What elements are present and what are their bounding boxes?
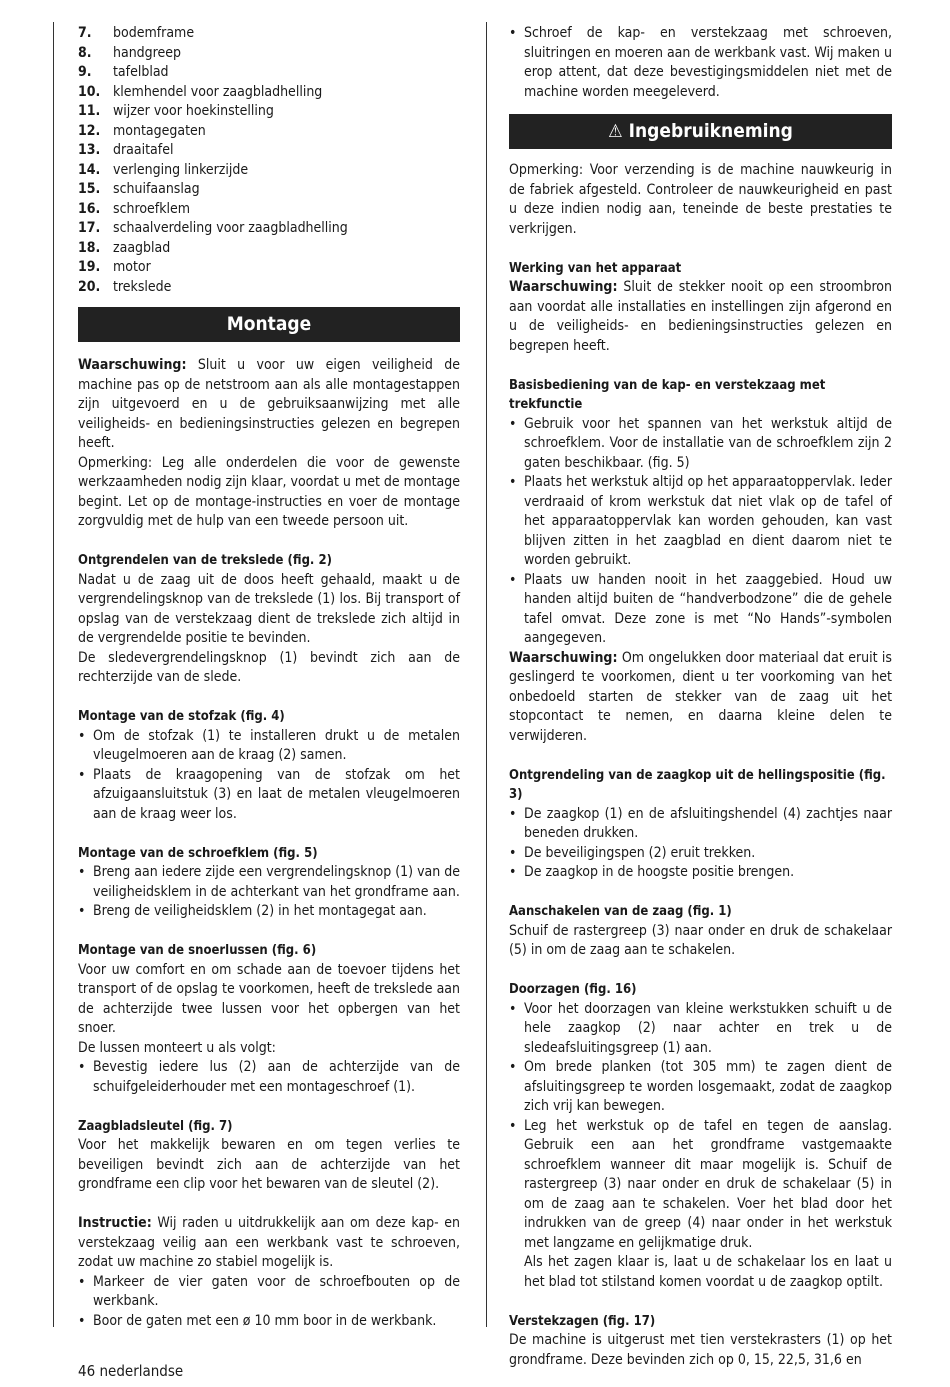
werking-warning: Waarschuwing: Sluit de stekker nooit op een stroombron aan voordat alle installaties en instellingen zijn afgerond en u de veiligheids- en bedieningsinstructies gelezen en begrepen heeft. [509,279,892,354]
unlock-paragraph: Nadat u de zaag uit de doos heeft gehaald, maakt u de vergrendelingsknop van de trekslede (1) los. Bij transport of opslag van de verstekzaag dient de trekslede zich altijd in de vergrendelde positie te bevinden. [78,571,460,646]
list-item: • Plaats de kraagopening van de stofzak om het afzuigaansluitstuk (3) en laat de metalen vleugelmoeren aan de kraag weer los. [78,766,460,822]
parts-list-item [78,141,460,161]
parts-list-item [78,278,460,298]
list-item: • Om brede planken (tot 305 mm) te zagen dient de afsluitingsgreep te worden losgemaakt, zodat de zaagkop zich vrij kan bewegen. [509,1059,892,1114]
parts-list-label: bodemframe [113,25,195,41]
list-item: • Voor het doorzagen van kleine werkstukken schuift u de hele zaagkop (2) naar achter en trek u de sledeafsluitingsgreep (1) aan. [509,1000,892,1056]
key-title: Zaagbladsleutel (fig. 7) [78,1118,233,1134]
parts-list-number: 15. [78,181,101,197]
warning-triangle-icon: ⚠ [608,121,623,142]
list-item: • Gebruik voor het spannen van het werkstuk altijd de schroefklem. Voor de installatie van de schroefklem zijn 2 gaten beschikbaar. (fig. 5) [509,415,892,471]
parts-list-label: schroefklem [113,200,191,217]
dustbag-title: Montage van de stofzak (fig. 4) [78,709,285,724]
parts-list-label: wijzer voor hoekinstelling [113,103,274,119]
cord-paragraph-2: De lussen monteert u als volgt: [78,1039,276,1056]
list-item: • Om de stofzak (1) te installeren drukt u de metalen vleugelmoeren aan de kraag (2) samen. [78,727,460,763]
parts-list-number: 16. [78,200,101,217]
parts-list-number: 19. [78,259,101,275]
miter-title: Verstekzagen (fig. 17) [509,1313,656,1329]
parts-list-item [78,83,460,103]
parts-list-label: draaitafel [113,142,174,158]
parts-list-number: 12. [78,122,101,139]
cut-continuation: Als het zagen klaar is, laat u de schakelaar los en laat u het blad tot stilstand komen voordat u de zaagkop optilt. [524,1254,892,1290]
montage-warning: Waarschuwing: Sluit u voor uw eigen veiligheid de machine pas op de netstroom aan als alle montagestappen zijn uitgevoerd en u de gebruiksaanwijzing met alle veiligheids- en bedieningsinstructies gelezen en begrepen heeft. [78,357,460,451]
parts-list-number: 18. [78,239,101,256]
parts-list-number: 8. [78,44,92,61]
list-item: • Boor de gaten met een ø 10 mm boor in de werkbank. [78,1312,437,1329]
parts-list-number: 13. [78,142,101,158]
parts-list-label: tafelblad [113,64,169,80]
parts-list-item [78,239,460,259]
parts-list-number: 17. [78,220,101,236]
montage-heading: Montage [78,307,460,342]
list-item: • Bevestig iedere lus (2) aan de achterzijde van de schuifgeleiderhouder met een montageschroef (1). [78,1059,460,1095]
parts-list-label: motor [113,259,151,275]
parts-list-item [78,122,460,142]
parts-list-item [78,258,460,278]
parts-list-number: 11. [78,103,101,119]
unlock-paragraph-2: De sledevergrendelingsknop (1) bevindt zich aan de rechterzijde van de slede. [78,649,460,685]
list-item: • Plaats uw handen nooit in het zaaggebied. Houd uw handen altijd buiten de “handverbodzone” die de gehele tafel omvat. Deze zone is met “No Hands”-symbolen aangegeven. [509,571,892,646]
list-item: • Markeer de vier gaten voor de schroefbouten op de werkbank. [78,1273,460,1309]
parts-list-label: trekslede [113,278,172,295]
cord-title: Montage van de snoerlussen (fig. 6) [78,943,317,958]
switch-title: Aanschakelen van de zaag (fig. 1) [509,904,732,919]
column-rule-right [486,22,487,1327]
left-column [78,24,460,1331]
montage-note: Opmerking: Leg alle onderdelen die voor de gewenste werkzaamheden nodig zijn klaar, voordat u met de montage begint. Let op de montage-instructies en voer de montage zorgvuldig met de hulp van een tweede persoon uit. [78,454,460,529]
parts-list-label: montagegaten [113,122,206,139]
parts-list-number: 10. [78,83,101,100]
werking-title: Werking van het apparaat [509,260,682,276]
parts-list-number: 9. [78,64,92,80]
list-item: • Leg het werkstuk op de tafel en tegen de aanslag. Gebruik een aan het grondframe vastgemaakte schroefklem wanneer dit maar mogelijk is. Schuif de rastergreep (3) naar onder en druk de schakelaar (5) in om de zaag aan te schakelen. Voer het blad door het indrukken van de greep (4) naar onder in het werkstuk met langzame en gelijkmatige druk. [509,1117,892,1251]
ingebruikneming-note: Opmerking: Voor verzending is de machine nauwkeurig in de fabriek afgesteld. Controleer de nauwkeurigheid en past u deze indien nodig aan, teneinde de beste prestaties te verkrijgen. [509,162,892,237]
cord-paragraph: Voor uw comfort en om schade aan de toevoer tijdens het transport of de opslag te voorkomen, heeft de trekslede aan de achterzijde twee lussen voor het opbergen van het snoer. [78,961,460,1036]
unlock-title: Ontgrendelen van de trekslede (fig. 2) [78,553,332,568]
parts-list-label: klemhendel voor zaagbladhelling [113,83,323,100]
right-column [509,24,892,1370]
cut-title: Doorzagen (fig. 16) [509,982,637,997]
column-rule-left [53,22,54,1327]
parts-list-number: 14. [78,161,101,178]
clamp-title: Montage van de schroefklem (fig. 5) [78,845,318,861]
parts-list-item [78,161,460,181]
page-footer: 46 nederlandse [78,1362,184,1380]
parts-list-label: zaagblad [113,239,171,256]
list-item: • Schroef de kap- en verstekzaag met schroeven, sluitringen en moeren aan de werkbank vast. Wij maken u erop attent, dat deze bevestigingsmiddelen niet met de machine worden meegeleverd. [509,25,892,100]
instruction-paragraph: Instructie: Wij raden u uitdrukkelijk aan om deze kap- en verstekzaag veilig aan een werkbank vast te schroeven, zodat uw machine zo stabiel mogelijk is. [78,1215,460,1270]
parts-list-item [78,200,460,220]
parts-list-item [78,63,460,83]
key-paragraph: Voor het makkelijk bewaren en om tegen verlies te beveiligen bevindt zich aan de achterzijde van het grondframe een clip voor het bewaren van de sleutel (2). [78,1137,460,1192]
list-item: • Plaats het werkstuk altijd op het apparaatoppervlak. Ieder verdraaid of krom werkstuk dat niet vlak op de tafel of het apparaatoppervlak kan worden gehouden, kan vast blijven zitten in het zaagblad en dient daarom niet te worden gebruikt. [509,474,892,568]
parts-list-item [78,219,460,239]
parts-list-item [78,24,460,44]
list-item: • De zaagkop in de hoogste positie brengen. [509,864,795,880]
parts-list-number: 7. [78,25,92,41]
release-title: Ontgrendeling van de zaagkop uit de hellingspositie (fig. 3) [509,767,886,802]
parts-list-item [78,102,460,122]
ingebruikneming-heading: ⚠ Ingebruikneming [509,114,892,149]
basis-title: Basisbediening van de kap- en verstekzaag met trekfunctie [509,377,826,412]
basis-warning: Waarschuwing: Om ongelukken door materiaal dat eruit is geslingerd te voorkomen, dient u ter voorkoming van het onbedoeld starten de stekker van de zaag uit het stopcontact te nemen, en daarna kleine delen te verwijderen. [509,649,892,744]
parts-list-label: handgreep [113,44,182,61]
parts-list-label: schuifaanslag [113,181,200,197]
list-item: • Breng de veiligheidsklem (2) in het montagegat aan. [78,903,427,919]
parts-list-item [78,180,460,200]
list-item: • Breng aan iedere zijde een vergrendelingsknop (1) van de veiligheidsklem in de achterkant van het grondframe aan. [78,864,460,900]
parts-list [78,24,460,297]
switch-paragraph: Schuif de rastergreep (3) naar onder en druk de schakelaar (5) in om de zaag aan te schakelen. [509,922,892,958]
parts-list-label: schaalverdeling voor zaagbladhelling [113,220,348,236]
parts-list-label: verlenging linkerzijde [113,161,249,178]
parts-list-item [78,44,460,64]
list-item: • De beveiligingspen (2) eruit trekken. [509,844,756,861]
parts-list-number: 20. [78,278,101,295]
miter-paragraph: De machine is uitgerust met tien verstekrasters (1) op het grondframe. Deze bevinden zich op 0, 15, 22,5, 31,6 en [509,1332,892,1368]
list-item: • De zaagkop (1) en de afsluitingshendel (4) zachtjes naar beneden drukken. [509,805,892,841]
